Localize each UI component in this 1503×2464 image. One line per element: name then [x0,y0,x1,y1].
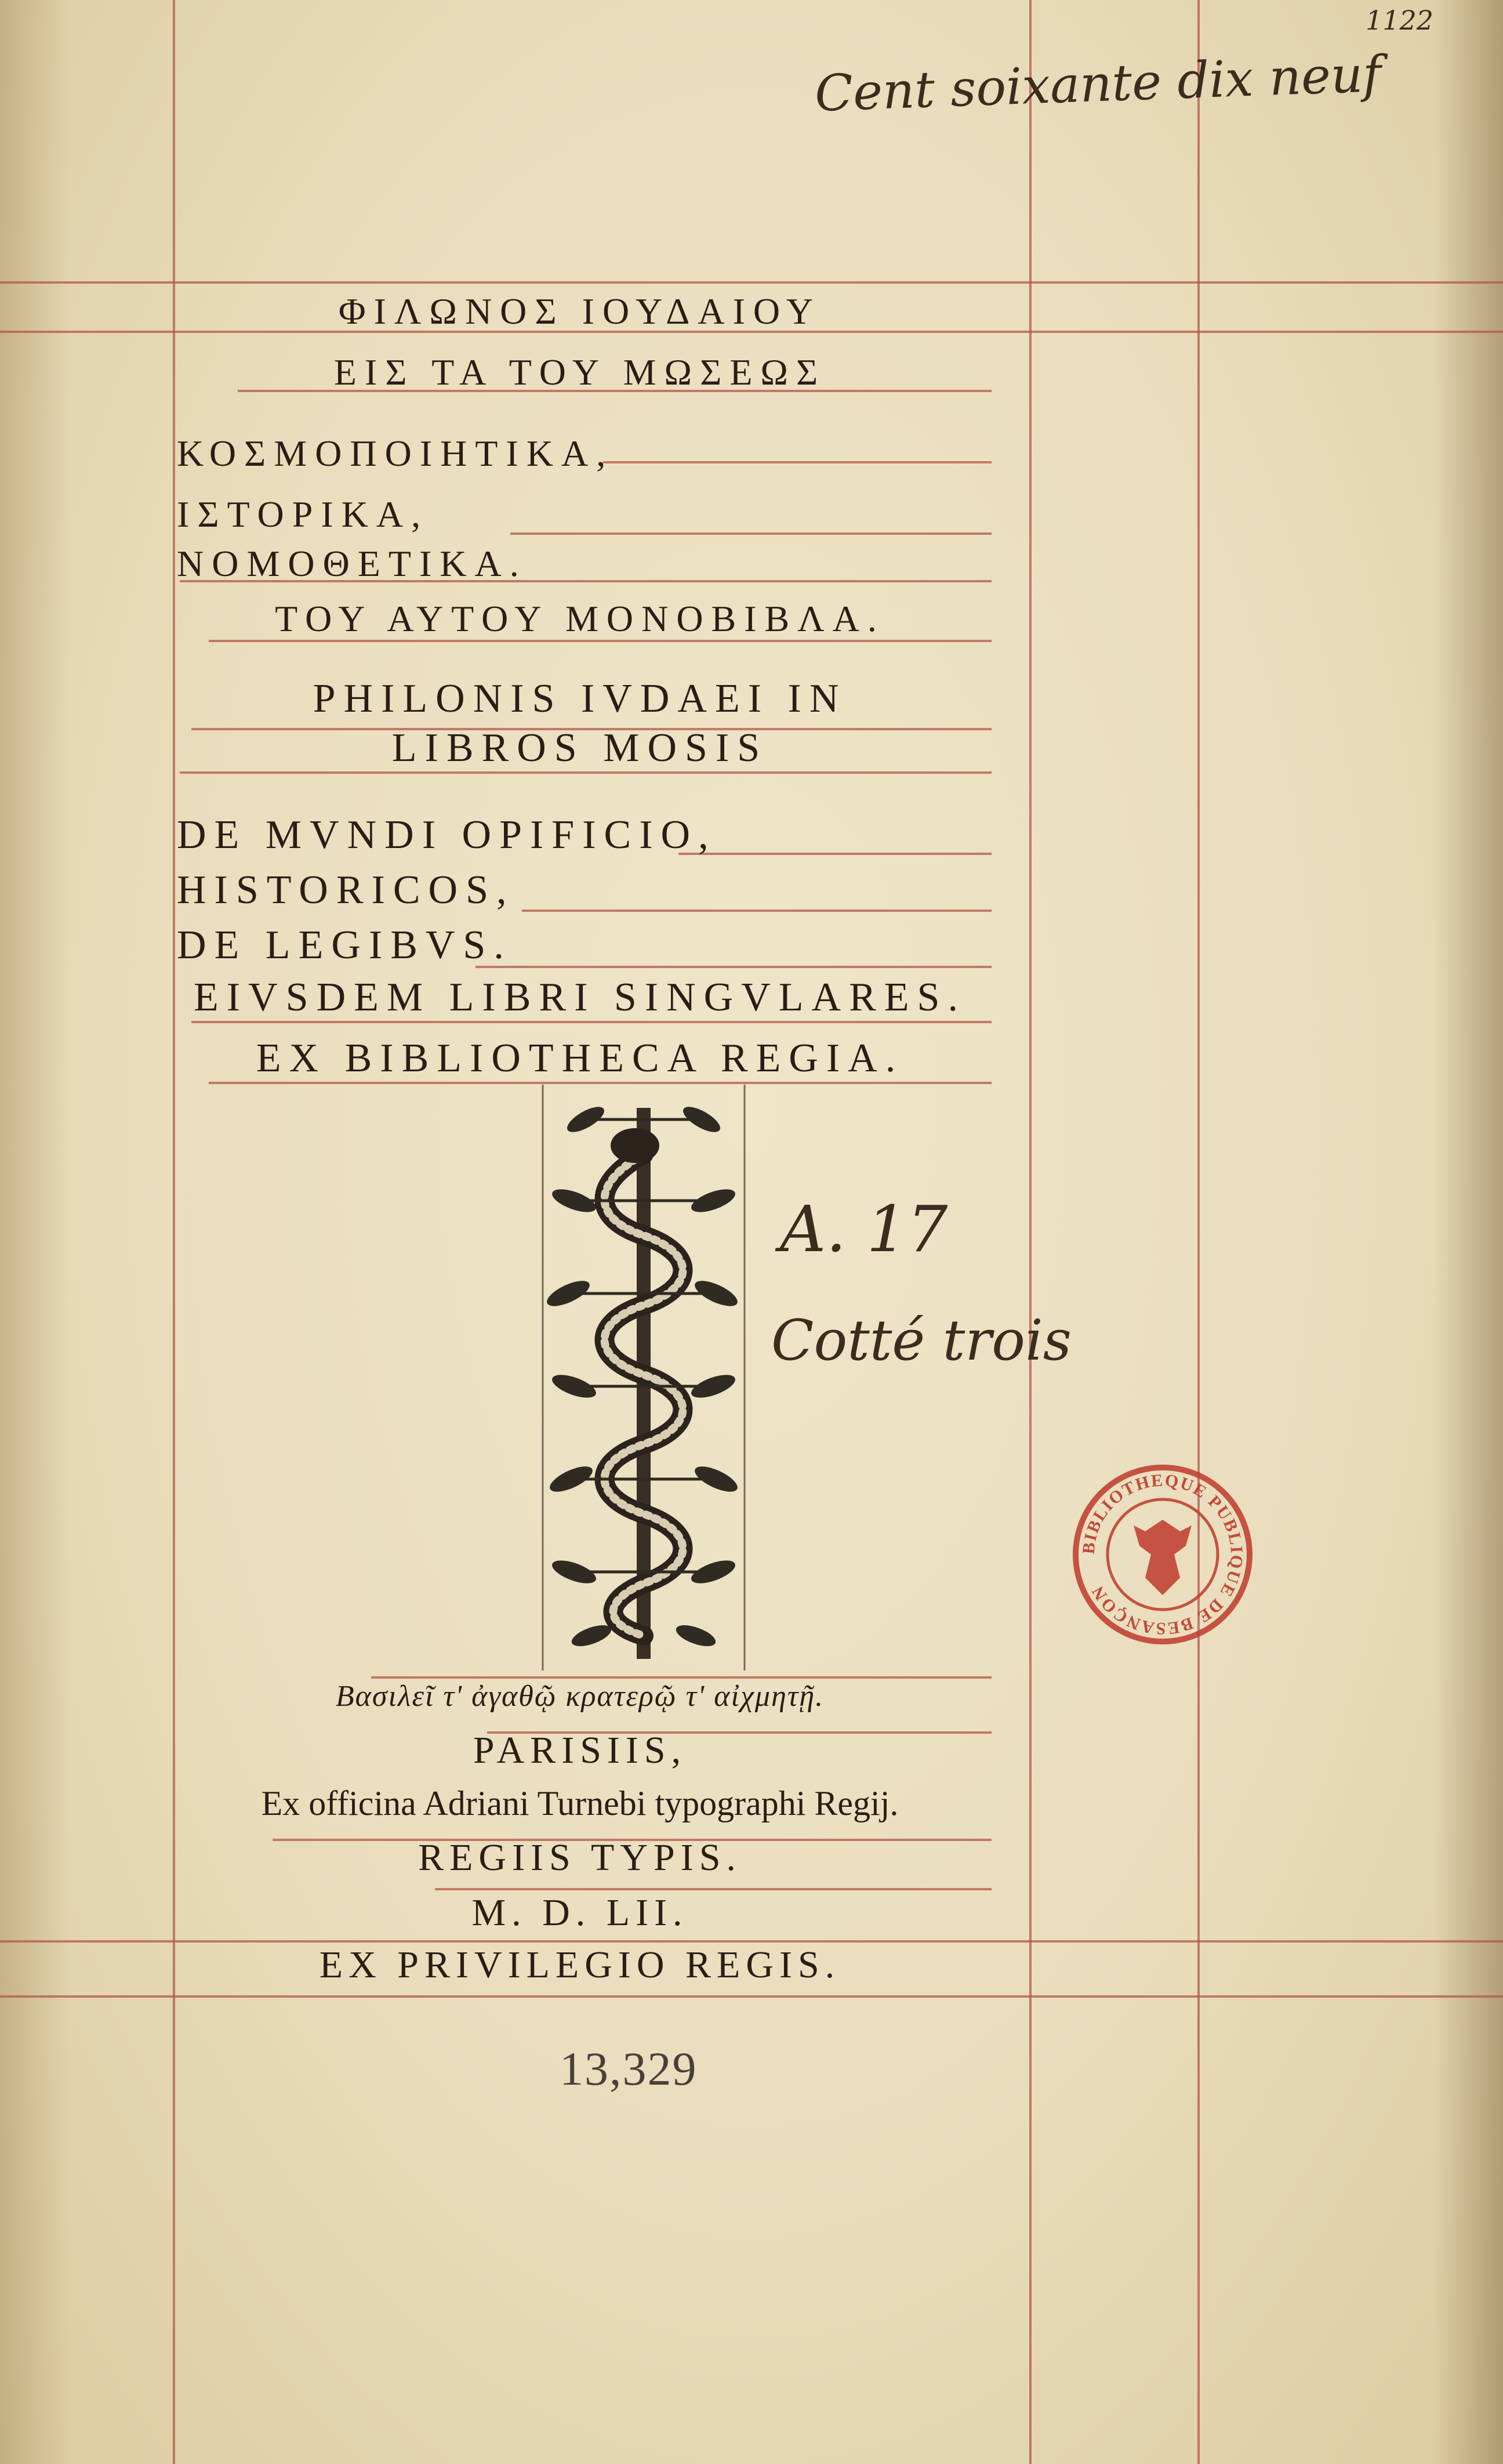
imprint-officina: Ex officina Adriani Turnebi typographi Regij. [261,1784,899,1822]
imprint-place: PARISIIS, [473,1729,687,1771]
handwritten-press-mark: A. 17 [780,1192,948,1266]
handwritten-cotte: Cotté trois [771,1308,1072,1373]
latin-title-line-7: EX BIBLIOTHECA REGIA. [256,1036,904,1081]
ruled-line-horizontal [0,1995,1503,1998]
page-edge-left [0,0,70,2464]
printers-device-serpent-staff [539,1085,748,1671]
ruled-line-horizontal [0,281,1503,284]
latin-title-line-2: LIBROS MOSIS [391,726,768,770]
latin-title-line-6: EIVSDEM LIBRI SINGVLARES. [194,975,966,1020]
greek-title-line-6: ΤΟΥ ΑΥΤΟΥ ΜΟΝΟΒΙΒΛΑ. [275,598,885,639]
ruled-line-horizontal [191,1021,992,1023]
latin-title-line-5: DE LEGIBVS. [177,923,512,968]
imprint-types: REGIIS TYPIS. [418,1836,742,1879]
imprint-year: M. D. LII. [471,1892,688,1934]
ruled-line-horizontal [435,1888,992,1890]
latin-title-line-1: PHILONIS IVDAEI IN [313,676,847,721]
ruled-line-horizontal [0,1940,1503,1943]
ruled-line-horizontal [371,1676,992,1679]
imprint-motto: Βασιλεῖ τ' ἀγαθῷ κρατερῷ τ' αἰχμητῇ. [335,1680,825,1713]
folio-number: 1122 [1366,5,1434,36]
greek-title-line-3: ΚΟΣΜΟΠΟΙΗΤΙΚΑ, [177,433,614,474]
handwritten-count: Cent soixante dix neuf [814,45,1382,124]
library-stamp [1070,1462,1255,1647]
shelfmark-stamp: 13,329 [560,2042,698,2095]
ruled-line-horizontal [180,771,992,774]
latin-title-line-4: HISTORICOS, [177,868,515,912]
ruled-line-vertical [1197,0,1200,2464]
greek-title-line-4: ΙΣΤΟΡΙΚΑ, [177,494,429,535]
ruled-line-horizontal [209,1082,992,1084]
stamp-text: BIBLIOTHEQUE PUBLIQUE DE BESANÇON [1079,1470,1247,1639]
page-edge-right [1433,0,1503,2464]
latin-title-line-3: DE MVNDI OPIFICIO, [177,813,717,857]
greek-title-line-5: ΝΟΜΟΘΕΤΙΚΑ. [177,543,527,584]
ruled-line-vertical [1029,0,1032,2464]
imprint-privilege: EX PRIVILEGIO REGIS. [319,1944,841,1986]
greek-title-line-2: ΕΙΣ ΤΑ ΤΟΥ ΜΩΣΕΩΣ [333,352,826,393]
greek-title-line-1: ΦΙΛΩΝΟΣ ΙΟΥΔΑΙΟΥ [338,291,822,332]
